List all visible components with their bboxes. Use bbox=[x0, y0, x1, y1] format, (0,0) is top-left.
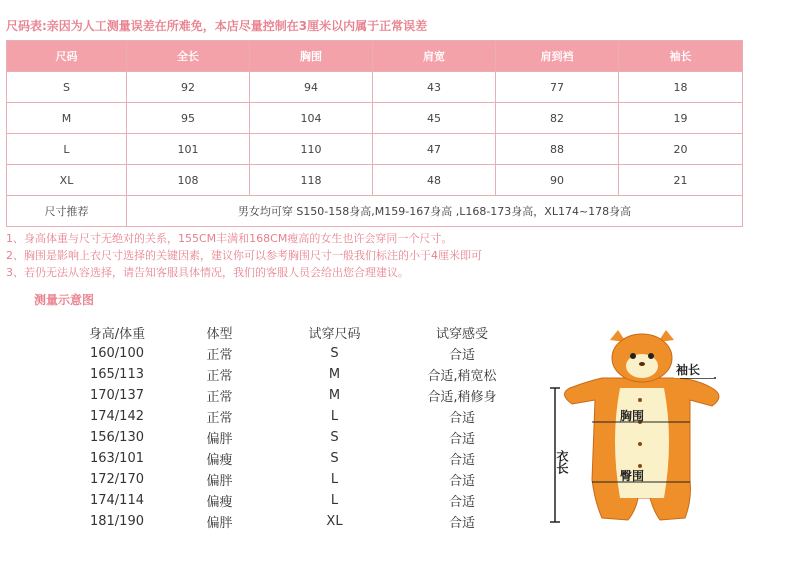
table-row bbox=[62, 385, 522, 406]
table-row bbox=[7, 165, 743, 196]
note-item: 1、身高体重与尺寸无绝对的关系，155CM丰满和168CM瘦高的女生也许会穿同一个尺寸。 bbox=[6, 232, 453, 245]
table-cell: 45 bbox=[373, 103, 496, 134]
table-cell: 偏胖 bbox=[206, 432, 233, 447]
table-row bbox=[62, 490, 522, 511]
table-cell: 170/137 bbox=[89, 388, 144, 403]
header-cell: 袖长 bbox=[619, 41, 743, 72]
table-cell: 偏胖 bbox=[206, 516, 233, 531]
table-cell: 95 bbox=[127, 103, 250, 134]
table-cell: 合适 bbox=[448, 432, 475, 447]
notes-list bbox=[6, 230, 482, 281]
header-cell: 尺码 bbox=[7, 41, 127, 72]
size-chart-table bbox=[6, 40, 743, 227]
table-row bbox=[62, 511, 522, 532]
table-row bbox=[7, 103, 743, 134]
table-row bbox=[7, 134, 743, 165]
table-cell: 165/113 bbox=[89, 367, 144, 382]
note-item: 2、胸围是影响上衣尺寸选择的关键因素，建议你可以参考胸围尺寸一般我们标注的小于4厘米即可 bbox=[6, 249, 482, 262]
table-cell: XL bbox=[7, 165, 127, 196]
table-cell: 43 bbox=[373, 72, 496, 103]
table-cell: 48 bbox=[373, 165, 496, 196]
length-label: 衣长 bbox=[555, 450, 569, 474]
table-cell: M bbox=[328, 388, 341, 403]
table-cell: 77 bbox=[496, 72, 619, 103]
header-cell: 全长 bbox=[127, 41, 250, 72]
table-cell: 163/101 bbox=[89, 451, 144, 466]
table-cell: 118 bbox=[250, 165, 373, 196]
table-cell: 合适 bbox=[448, 348, 475, 363]
header-cell: 试穿尺码 bbox=[308, 327, 361, 342]
table-row bbox=[62, 427, 522, 448]
table-cell: 合适 bbox=[448, 453, 475, 468]
recommend-row bbox=[7, 196, 743, 227]
table-cell: M bbox=[7, 103, 127, 134]
table-cell: 合适 bbox=[448, 474, 475, 489]
table-cell: 正常 bbox=[206, 411, 233, 426]
table-cell: S bbox=[330, 430, 339, 445]
header-cell: 试穿感受 bbox=[435, 327, 488, 342]
size-table-header bbox=[7, 41, 743, 72]
header-cell: 肩到裆 bbox=[496, 41, 619, 72]
table-cell: 合适 bbox=[448, 516, 475, 531]
table-row bbox=[62, 364, 522, 385]
table-cell: 108 bbox=[127, 165, 250, 196]
recommend-text: 男女均可穿 S150-158身高,M159-167身高 ,L168-173身高，XL174~178身高 bbox=[127, 196, 743, 227]
table-cell: 正常 bbox=[206, 369, 233, 384]
table-cell: L bbox=[330, 493, 339, 508]
table-cell: 94 bbox=[250, 72, 373, 103]
table-cell: 21 bbox=[619, 165, 743, 196]
table-cell: 156/130 bbox=[89, 430, 144, 445]
measurement-diagram bbox=[540, 330, 770, 530]
table-cell: 正常 bbox=[206, 348, 233, 363]
table-cell: 104 bbox=[250, 103, 373, 134]
table-cell: S bbox=[7, 72, 127, 103]
table-cell: L bbox=[330, 472, 339, 487]
table-cell: 合适 bbox=[448, 411, 475, 426]
table-cell: 合适,稍宽松 bbox=[427, 369, 497, 384]
table-cell: 90 bbox=[496, 165, 619, 196]
diagram-title: 测量示意图 bbox=[34, 293, 95, 307]
table-cell: 172/170 bbox=[89, 472, 144, 487]
table-row bbox=[62, 448, 522, 469]
table-cell: 181/190 bbox=[89, 514, 144, 529]
table-cell: 174/114 bbox=[89, 493, 144, 508]
header-cell: 肩宽 bbox=[373, 41, 496, 72]
table-cell: 19 bbox=[619, 103, 743, 134]
table-cell: 偏瘦 bbox=[206, 495, 233, 510]
hip-label: 臀围 bbox=[620, 469, 645, 483]
sleeve-label: 袖长 bbox=[676, 363, 701, 377]
table-cell: L bbox=[330, 409, 339, 424]
table-cell: 101 bbox=[127, 134, 250, 165]
trial-table bbox=[62, 322, 522, 532]
table-cell: S bbox=[330, 451, 339, 466]
table-cell: L bbox=[7, 134, 127, 165]
table-cell: 110 bbox=[250, 134, 373, 165]
header-cell: 身高/体重 bbox=[88, 327, 146, 342]
table-cell: 合适 bbox=[448, 495, 475, 510]
page-title: 尺码表:亲因为人工测量误差在所难免，本店尽量控制在3厘米以内属于正常误差 bbox=[6, 19, 428, 33]
fox-head-icon bbox=[610, 330, 674, 382]
chest-label: 胸围 bbox=[620, 409, 645, 423]
table-cell: XL bbox=[326, 514, 343, 529]
table-cell: 18 bbox=[619, 72, 743, 103]
table-row bbox=[7, 72, 743, 103]
trial-table-header bbox=[62, 322, 522, 343]
table-row bbox=[62, 406, 522, 427]
table-cell: 偏胖 bbox=[206, 474, 233, 489]
table-cell: 160/100 bbox=[89, 346, 144, 361]
table-row bbox=[62, 469, 522, 490]
table-cell: S bbox=[330, 346, 339, 361]
header-cell: 胸围 bbox=[250, 41, 373, 72]
table-row bbox=[62, 343, 522, 364]
note-item: 3、若仍无法从容选择，请告知客服具体情况，我们的客服人员会给出您合理建议。 bbox=[6, 266, 409, 279]
table-cell: M bbox=[328, 367, 341, 382]
table-cell: 92 bbox=[127, 72, 250, 103]
table-cell: 88 bbox=[496, 134, 619, 165]
table-cell: 174/142 bbox=[89, 409, 144, 424]
table-cell: 正常 bbox=[206, 390, 233, 405]
header-cell: 体型 bbox=[206, 327, 233, 342]
table-cell: 82 bbox=[496, 103, 619, 134]
recommend-label: 尺寸推荐 bbox=[7, 196, 127, 227]
table-cell: 47 bbox=[373, 134, 496, 165]
table-cell: 合适,稍修身 bbox=[427, 390, 497, 405]
table-cell: 偏瘦 bbox=[206, 453, 233, 468]
table-cell: 20 bbox=[619, 134, 743, 165]
